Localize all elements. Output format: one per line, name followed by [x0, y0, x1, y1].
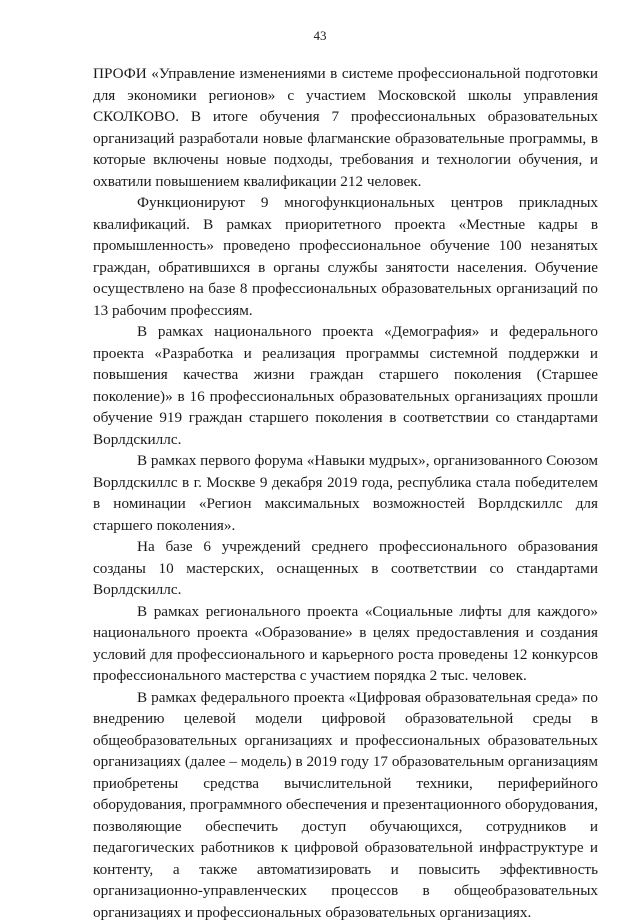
paragraph-6: В рамках регионального проекта «Социальные лифты для каждого» национального проекта «Образование» в целях предоставления и создания условий для профессионального и карьерного роста проведены 12 конкурсов профессионального мастерства с участием порядка 2 тыс. человек.	[93, 601, 598, 687]
paragraph-2: Функционируют 9 многофункциональных центров прикладных квалификаций. В рамках приоритетного проекта «Местные кадры в промышленность» проведено профессиональное обучение 100 незанятых граждан, обратившихся в органы службы занятости населения. Обучение осуществлено на базе 8 профессиональных образовательных организаций по 13 рабочим профессиям.	[93, 192, 598, 321]
document-body	[93, 63, 598, 923]
paragraph-4: В рамках первого форума «Навыки мудрых», организованного Союзом Ворлдскиллс в г. Москве 9 декабря 2019 года, республика стала победителем в номинации «Регион максимальных возможностей Ворлдскиллс для старшего поколения».	[93, 450, 598, 536]
paragraph-5: На базе 6 учреждений среднего профессионального образования созданы 10 мастерских, оснащенных в соответствии со стандартами Ворлдскиллс.	[93, 536, 598, 601]
paragraph-3: В рамках национального проекта «Демография» и федерального проекта «Разработка и реализация программы системной поддержки и повышения качества жизни граждан старшего поколения (Старшее поколение)» в 16 профессиональных образовательных организациях прошли обучение 919 граждан старшего поколения в соответствии со стандартами Ворлдскиллс.	[93, 321, 598, 450]
page-number: 43	[0, 28, 640, 44]
paragraph-1: ПРОФИ «Управление изменениями в системе профессиональной подготовки для экономики регионов» с участием Московской школы управления СКОЛКОВО. В итоге обучения 7 профессиональных образовательных организаций разработали новые флагманские образовательные программы, в которые включены новые подходы, требования и технологии обучения, и охватили повышением квалификации 212 человек.	[93, 63, 598, 192]
paragraph-7: В рамках федерального проекта «Цифровая образовательная среда» по внедрению целевой модели цифровой образовательной среды в общеобразовательных организациях и профессиональных образовательных организациях (далее – модель) в 2019 году 17 образовательным организациям приобретены средства вычислительной техники, периферийного оборудования, программного обеспечения и презентационного оборудования, позволяющие обеспечить доступ обучающихся, сотрудников и педагогических работников к цифровой образовательной инфраструктуре и контенту, а также автоматизировать и повысить эффективность организационно-управленческих процессов в общеобразовательных организациях и профессиональных образовательных организациях.	[93, 687, 598, 923]
